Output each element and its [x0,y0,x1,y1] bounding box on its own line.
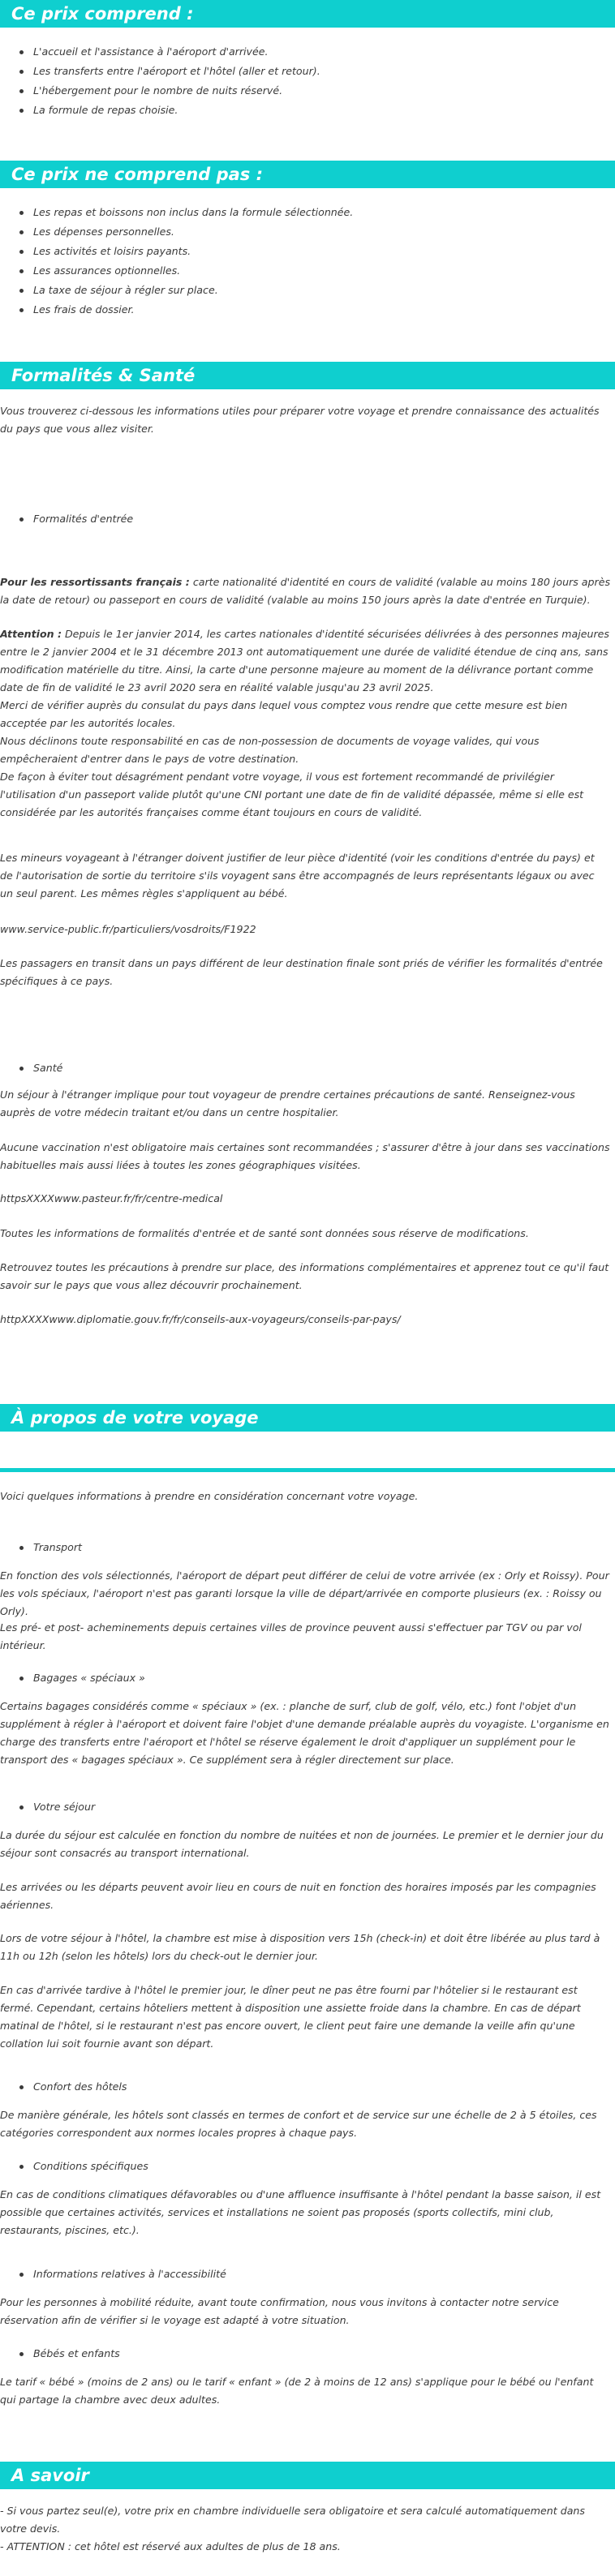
vaccination-paragraph: Aucune vaccination n'est obligatoire mais certaines sont recommandées ; s'assurer d'être à jour dans ses vaccinations habituelles mais aussi liées à toutes les zones géographiques visitées. [0,1141,610,1171]
pasteur-link[interactable]: httpsXXXXwww.pasteur.fr/fr/centre-medical [0,1192,223,1204]
sante-label: Santé [33,1059,62,1077]
section-header-inclus [0,0,615,28]
pre-post-paragraph: Les pré- et post- acheminements depuis certaines villes de province peuvent aussi s'effectuer par TGV ou par vol intérieur. [0,1621,582,1651]
section-header-non-inclus [0,161,615,188]
asavoir-line-2: - ATTENTION : cet hôtel est réservé aux adultes de plus de 18 ans. [0,2540,341,2552]
formalites-entree-label: Formalités d'entrée [33,510,133,528]
ressortissants-bold: Pour les ressortissants français : [0,576,190,588]
list-item: La taxe de séjour à régler sur place. [33,281,353,300]
bebes-label: Bébés et enfants [33,2345,120,2363]
list-item: La formule de repas choisie. [33,101,320,120]
section-header-formalites [0,362,615,389]
attention-bold: Attention : [0,628,62,640]
eviter-paragraph: De façon à éviter tout désagrément pendant votre voyage, il vous est fortement recommandé de privilégier l'utilisation d'un passeport valide plutôt qu'une CNI portant une date de fin de validité dépassée, même si elle est considérée par les autorités françaises comme étant toujours en cours de validité. [0,771,584,818]
tardive-paragraph: En cas d'arrivée tardive à l'hôtel le premier jour, le dîner peut ne pas être fourni par l'hôtelier si le restaurant est fermé. Cependant, certains hôteliers mettent à disposition une assiette froide dans la chambre. En cas de départ matinal de l'hôtel, si le restaurant n'est pas encore ouvert, le client peut faire une demande la veille afin qu'une collation lui soit fournie avant son départ. [0,1984,581,2050]
attention-paragraph [0,625,610,697]
ressortissants-paragraph [0,573,610,609]
mineurs-paragraph: Les mineurs voyageant à l'étranger doivent justifier de leur pièce d'identité (voir les conditions d'entrée du pays) et de l'autorisation de sortie du territoire s'ils voyagent sans être accompagnés de leurs représentants légaux ou avec un seul parent. Les mêmes règles s'appliquent au bébé. [0,852,595,899]
section-header-asavoir [0,2462,615,2489]
conditions-paragraph: En cas de conditions climatiques défavorables ou d'une affluence insuffisante à l'hôtel pendant la basse saison, il est possible que certaines activités, services et installations ne soient pas proposés (sports collectifs, mini club, restaurants, piscines, etc.). [0,2188,601,2236]
bagages-label: Bagages « spéciaux » [33,1669,145,1687]
section-title: Ce prix comprend : [11,4,194,24]
confort-paragraph: De manière générale, les hôtels sont classés en termes de confort et de service sur une échelle de 2 à 5 étoiles, ces catégories correspondent aux normes locales propres à chaque pays. [0,2109,597,2139]
transport-label: Transport [33,1539,82,1556]
included-list [0,42,320,120]
asavoir-line-1: - Si vous partez seul(e), votre prix en chambre individuelle sera obligatoire et sera calculé automatiquement dans votre devis. [0,2505,585,2535]
list-item: L'accueil et l'assistance à l'aéroport d'arrivée. [33,42,320,62]
declinons-paragraph: Nous déclinons toute responsabilité en cas de non-possession de documents de voyage valides, qui vous empêcheraient d'entrer dans le pays de votre destination. [0,735,540,765]
section-title: Formalités & Santé [11,366,196,385]
section-title: Ce prix ne comprend pas : [11,165,264,184]
accessibilite-label: Informations relatives à l'accessibilité [33,2265,226,2283]
confort-label: Confort des hôtels [33,2078,127,2096]
formalites-intro: Vous trouverez ci-dessous les informations utiles pour préparer votre voyage et prendre connaissance des actualités du pays que vous allez visiter. [0,405,600,435]
list-item: Les activités et loisirs payants. [33,242,353,261]
section-title: À propos de votre voyage [11,1408,259,1428]
accessibilite-paragraph: Pour les personnes à mobilité réduite, avant toute confirmation, nous vous invitons à contacter notre service réservation afin de vérifier si le voyage est adapté à votre situation. [0,2296,559,2326]
list-item: Les assurances optionnelles. [33,261,353,281]
sante-paragraph: Un séjour à l'étranger implique pour tout voyageur de prendre certaines précautions de santé. Renseignez-vous auprès de votre médecin traitant et/ou dans un centre hospitalier. [0,1088,575,1118]
transit-paragraph: Les passagers en transit dans un pays différent de leur destination finale sont priés de vérifier les formalités d'entrée spécifiques à ce pays. [0,957,603,987]
excluded-list [0,203,353,320]
list-item: Les dépenses personnelles. [33,222,353,242]
attention-text: Depuis le 1er janvier 2014, les cartes nationales d'identité sécurisées délivrées à des personnes majeures entre le 2 janvier 2004 et le 31 décembre 2013 ont automatiquement une durée de validité étendue de cinq ans, sans modification matérielle du titre. Ainsi, la carte d'une personne majeure au moment de la délivrance portant comme date de fin de validité le 23 avril 2020 sera en réalité valable jusqu'au 23 avril 2025. [0,628,609,693]
modif-paragraph: Toutes les informations de formalités d'entrée et de santé sont données sous réserve de modifications. [0,1227,529,1239]
list-item: L'hébergement pour le nombre de nuits réservé. [33,81,320,101]
list-item: Les transferts entre l'aéroport et l'hôtel (aller et retour). [33,62,320,81]
transport-paragraph: En fonction des vols sélectionnés, l'aéroport de départ peut différer de celui de votre arrivée (ex : Orly et Roissy). Pour les vols spéciaux, l'aéroport n'est pas garanti lorsque la ville de départ/arrivée en comporte plusieurs (ex. : Roissy ou Orly). [0,1569,609,1617]
list-item: Les frais de dossier. [33,300,353,320]
sejour-label: Votre séjour [33,1798,95,1816]
ressortissants-text: carte nationalité d'identité en cours de validité (valable au moins 180 jours après la date de retour) ou passeport en cours de validité (valable au moins 150 jours après la date d'entrée en Turquie). [0,576,611,606]
list-item: Les repas et boissons non inclus dans la formule sélectionnée. [33,203,353,222]
service-public-link[interactable]: www.service-public.fr/particuliers/vosdroits/F1922 [0,923,256,935]
conditions-label: Conditions spécifiques [33,2157,148,2175]
apropos-intro: Voici quelques informations à prendre en considération concernant votre voyage. [0,1490,419,1502]
section-header-apropos [0,1404,615,1432]
arrivees-paragraph: Les arrivées ou les départs peuvent avoir lieu en cours de nuit en fonction des horaires imposés par les compagnies aériennes. [0,1881,596,1911]
bebes-paragraph: Le tarif « bébé » (moins de 2 ans) ou le tarif « enfant » (de 2 à moins de 12 ans) s'applique pour le bébé ou l'enfant qui partage la chambre avec deux adultes. [0,2376,594,2406]
section-title: A savoir [11,2466,89,2485]
sejour-paragraph: La durée du séjour est calculée en fonction du nombre de nuitées et non de journées. Le premier et le dernier jour du séjour sont consacrés au transport international. [0,1829,604,1859]
retrouvez-paragraph: Retrouvez toutes les précautions à prendre sur place, des informations complémentaires et apprenez tout ce qu'il faut savoir sur le pays que vous allez découvrir prochainement. [0,1261,609,1291]
divider [0,1468,615,1472]
checkin-paragraph: Lors de votre séjour à l'hôtel, la chambre est mise à disposition vers 15h (check-in) et doit être libérée au plus tard à 11h ou 12h (selon les hôtels) lors du check-out le dernier jour. [0,1932,600,1962]
verifier-paragraph: Merci de vérifier auprès du consulat du pays dans lequel vous comptez vous rendre que cette mesure est bien acceptée par les autorités locales. [0,699,568,729]
diplomatie-link[interactable]: httpXXXXwww.diplomatie.gouv.fr/fr/conseils-aux-voyageurs/conseils-par-pays/ [0,1313,401,1325]
bagages-paragraph: Certains bagages considérés comme « spéciaux » (ex. : planche de surf, club de golf, vélo, etc.) font l'objet d'un supplément à régler à l'aéroport et doivent faire l'objet d'une demande préalable auprès du voyagiste. L'organisme en charge des transferts entre l'aéroport et l'hôtel se réserve également le droit d'appliquer un supplément pour le transport des « bagages spéciaux ». Ce supplément sera à régler directement sur place. [0,1700,609,1766]
